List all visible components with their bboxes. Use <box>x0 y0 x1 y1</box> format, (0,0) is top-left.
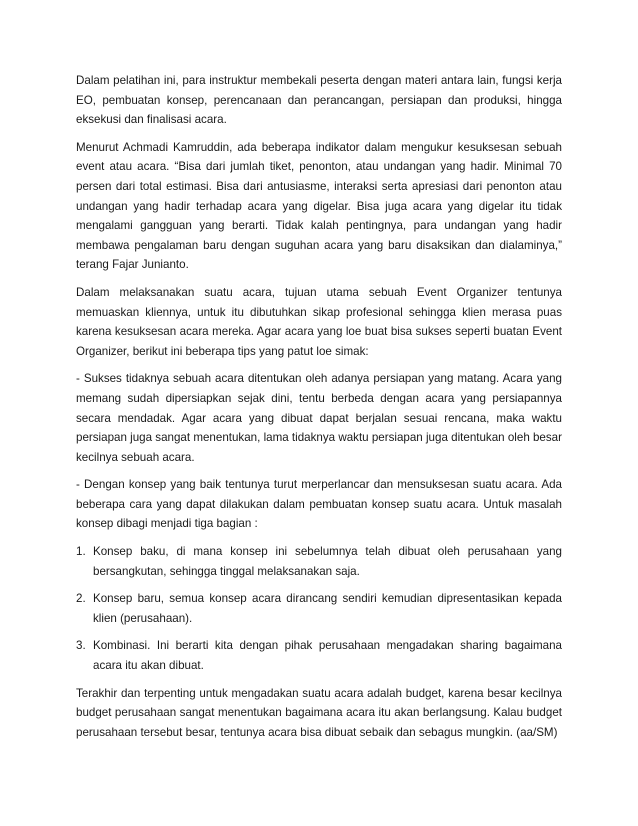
paragraph-training: Dalam pelatihan ini, para instruktur membekali peserta dengan materi antara lain, fungsi kerja EO, pembuatan konsep, perencanaan dan perancangan, persiapan dan produksi, hingga eksekusi dan finalisasi acara. <box>76 74 562 127</box>
list-item-text: Konsep baku, di mana konsep ini sebelumnya telah dibuat oleh perusahaan yang bersangkutan, sehingga tinggal melaksanakan saja. <box>93 545 562 578</box>
paragraph-event-organizer-goal: Dalam melaksanakan suatu acara, tujuan utama sebuah Event Organizer tentunya memuaskan kliennya, untuk itu dibutuhkan sikap profesional sehingga klien merasa puas karena kesuksesan acara mereka. Agar acara yang loe buat bisa sukses seperti buatan Event Organizer, berikut ini beberapa tips yang patut loe simak: <box>76 285 562 358</box>
document-page <box>76 71 562 750</box>
paragraph-success-indicators: Menurut Achmadi Kamruddin, ada beberapa indikator dalam mengukur kesuksesan sebuah event atau acara. “Bisa dari jumlah tiket, penonton, atau undangan yang hadir. Minimal 70 persen dari total estimasi. Bisa dari antusiasme, interaksi serta apresiasi dari penonton atau undangan yang hadir terhadap acara yang digelar. Bisa juga acara yang digelar itu tidak mengalami gangguan yang berarti. Tidak kalah pentingnya, para undangan yang hadir membawa pengalaman baru dengan suguhan acara yang baru disaksikan dan dialaminya,” terang Fajar Junianto. <box>76 140 562 272</box>
list-item <box>76 542 562 581</box>
list-item-text: Konsep baru, semua konsep acara dirancang sendiri kemudian dipresentasikan kepada klien (perusahaan). <box>93 592 562 625</box>
list-item <box>76 636 562 675</box>
list-item <box>76 589 562 628</box>
concept-list <box>76 542 562 676</box>
list-item-number: 3. <box>76 639 86 653</box>
paragraph-tip-concept: - Dengan konsep yang baik tentunya turut merperlancar dan mensuksesan suatu acara. Ada beberapa cara yang dapat dilakukan dalam pembuatan konsep suatu acara. Untuk masalah konsep dibagi menjadi tiga bagian : <box>76 478 562 531</box>
paragraph-budget: Terakhir dan terpenting untuk mengadakan suatu acara adalah budget, karena besar kecilnya budget perusahaan sangat menentukan bagaimana acara itu akan berlangsung. Kalau budget perusahaan tersebut besar, tentunya acara bisa dibuat sebaik dan sebagus mungkin. (aa/SM) <box>76 686 562 739</box>
list-item-number: 2. <box>76 592 86 606</box>
list-item-text: Kombinasi. Ini berarti kita dengan pihak perusahaan mengadakan sharing bagaimana acara itu akan dibuat. <box>93 639 562 673</box>
paragraph-tip-preparation: - Sukses tidaknya sebuah acara ditentukan oleh adanya persiapan yang matang. Acara yang memang sudah dipersiapkan sejak dini, tentu berbeda dengan acara yang persiapannya secara mendadak. Agar acara yang dibuat dapat berjalan sesuai rencana, maka waktu persiapan juga sangat menentukan, lama tidaknya waktu persiapan juga ditentukan oleh besar kecilnya sebuah acara. <box>76 372 562 464</box>
list-item-number: 1. <box>76 545 86 559</box>
